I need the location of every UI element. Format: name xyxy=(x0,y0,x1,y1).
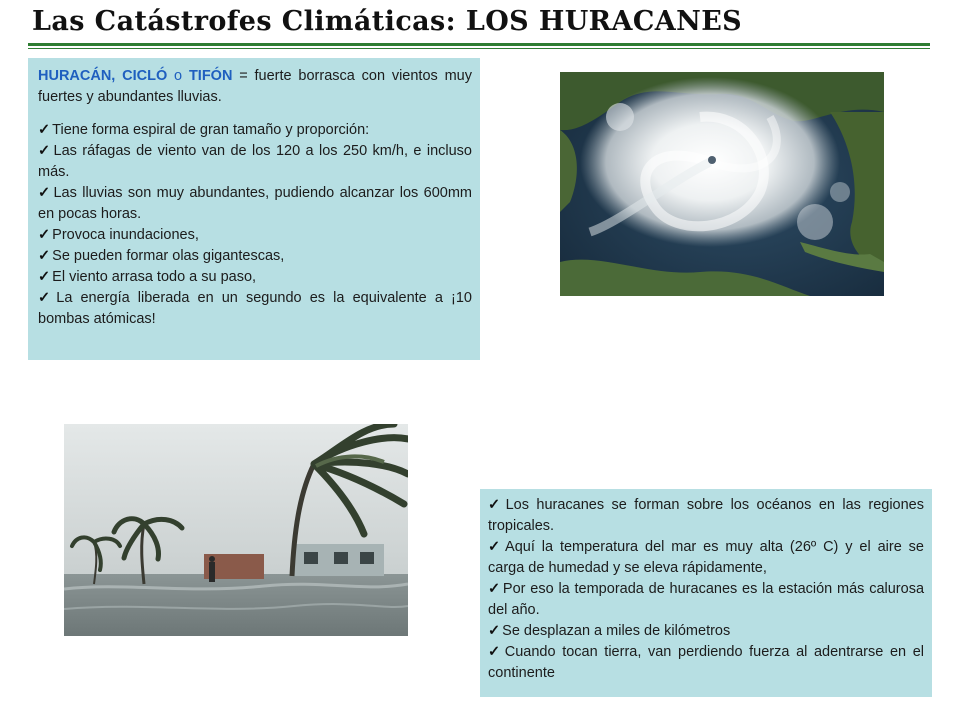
checkmark-icon: ✓ xyxy=(488,644,503,660)
list-item: ✓ Las ráfagas de viento van de los 120 a los 250 km/h, e incluso más. xyxy=(38,143,472,180)
characteristics-list xyxy=(38,120,472,330)
storm-palm-trees-image xyxy=(64,424,408,636)
list-item: ✓ Provoca inundaciones, xyxy=(38,227,199,243)
list-item: ✓ El viento arrasa todo a su paso, xyxy=(38,269,257,285)
checkmark-icon: ✓ xyxy=(38,185,52,201)
definition-body: = fuerte borrasca con vientos muy fuertes y abundantes lluvias. xyxy=(38,68,472,105)
list-item: ✓ Aquí la temperatura del mar es muy alta (26º C) y el aire se carga de humedad y se eleva rápidamente, xyxy=(488,539,924,576)
list-item: ✓ Cuando tocan tierra, van perdiendo fuerza al adentrarse en el continente xyxy=(488,644,924,681)
title-rule-thick xyxy=(28,43,930,46)
title-rule-thin xyxy=(28,48,930,49)
list-item: ✓ Se pueden formar olas gigantescas, xyxy=(38,248,285,264)
list-item: ✓ Por eso la temporada de huracanes es la estación más calurosa del año. xyxy=(488,581,925,618)
definition-box xyxy=(28,58,480,360)
hurricane-satellite-image xyxy=(560,72,884,296)
list-item: ✓ Tiene forma espiral de gran tamaño y proporción: xyxy=(38,122,370,138)
checkmark-icon: ✓ xyxy=(38,290,55,306)
checkmark-icon: ✓ xyxy=(488,497,504,513)
definition-text xyxy=(38,66,472,108)
checkmark-icon: ✓ xyxy=(488,623,501,639)
formation-box xyxy=(480,489,932,697)
term-connector: o xyxy=(167,68,189,84)
checkmark-icon: ✓ xyxy=(38,269,51,285)
checkmark-icon: ✓ xyxy=(488,539,504,555)
checkmark-icon: ✓ xyxy=(38,227,51,243)
term-huracan: HURACÁN, CICLÓ xyxy=(38,68,168,84)
list-item: ✓ Los huracanes se forman sobre los océanos en las regiones tropicales. xyxy=(488,497,924,534)
list-item: ✓ La energía liberada en un segundo es la equivalente a ¡10 bombas atómicas! xyxy=(38,290,472,327)
checkmark-icon: ✓ xyxy=(488,581,501,597)
list-item: ✓ Las lluvias son muy abundantes, pudiendo alcanzar los 600mm en pocas horas. xyxy=(38,185,472,222)
page-title: Las Catástrofes Climáticas: LOS HURACANES xyxy=(32,6,743,37)
checkmark-icon: ✓ xyxy=(38,143,52,159)
checkmark-icon: ✓ xyxy=(38,122,51,138)
checkmark-icon: ✓ xyxy=(38,248,51,264)
term-tifon: TIFÓN xyxy=(188,68,233,84)
formation-list xyxy=(488,495,924,684)
list-item: ✓ Se desplazan a miles de kilómetros xyxy=(488,623,731,639)
